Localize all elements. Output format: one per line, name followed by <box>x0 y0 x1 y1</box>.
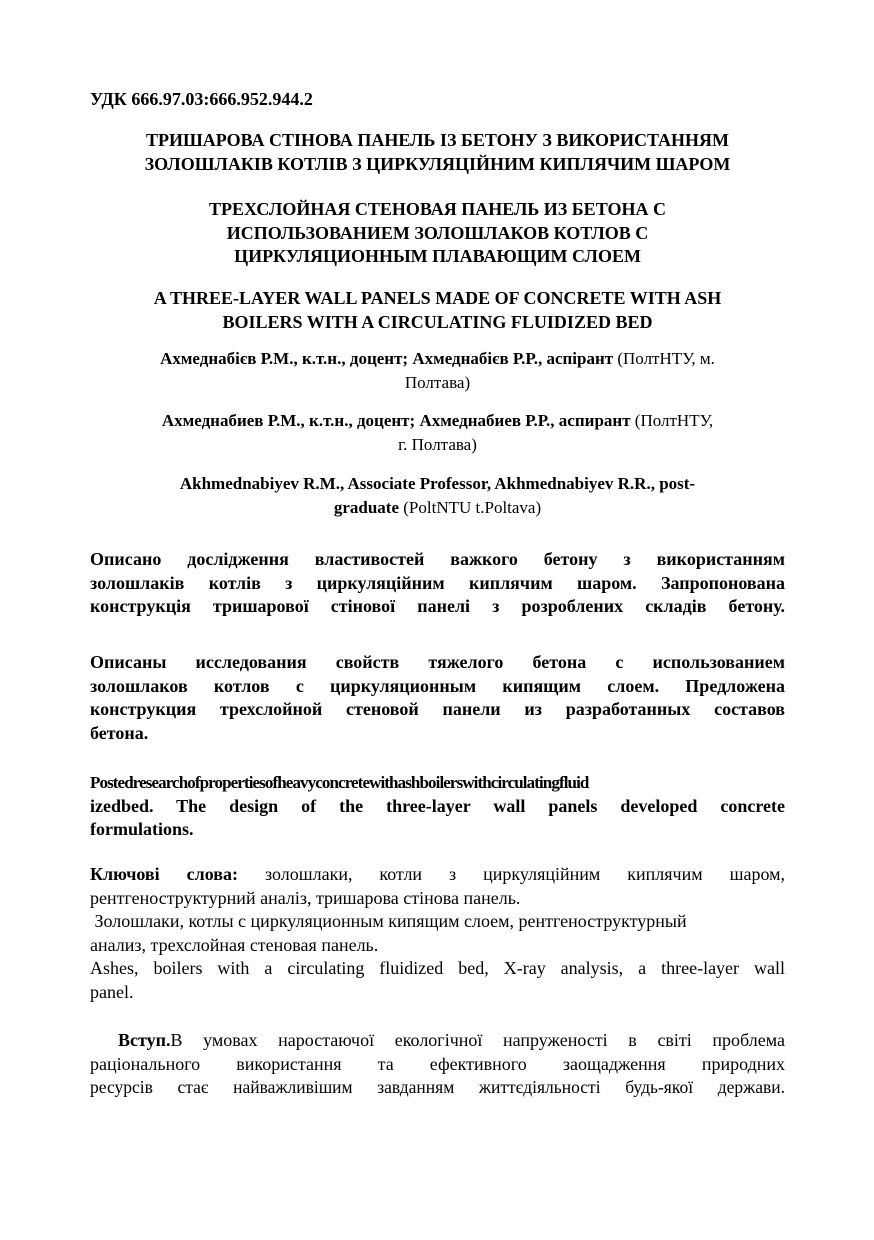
title-line: ЦИРКУЛЯЦИОННЫМ ПЛАВАЮЩИМ СЛОЕМ <box>234 246 641 266</box>
affiliation: (ПолтНТУ, <box>630 411 714 430</box>
abstract-line: бетона. <box>90 722 149 743</box>
title-line: ТРЕХСЛОЙНАЯ СТЕНОВАЯ ПАНЕЛЬ ИЗ БЕТОНА С <box>209 199 666 219</box>
authors-en <box>90 472 785 519</box>
keywords-ua: золошлаки, котли з циркуляційним киплячим шаром, <box>238 864 786 884</box>
author-names: graduate <box>333 497 400 517</box>
affiliation: (PoltNTU t.Poltava) <box>399 497 542 517</box>
title-line: ЗОЛОШЛАКІВ КОТЛІВ З ЦИРКУЛЯЦІЙНИМ КИПЛЯЧИМ ШАРОМ <box>144 153 731 174</box>
abstract-line: золошлаків котлів з циркуляційним киплячим шаром. Запропонована <box>90 572 785 593</box>
intro-label: Вступ. <box>118 1030 171 1050</box>
authors-ua <box>90 347 785 394</box>
abstract-line: izedbed. The design of the three-layer wall panels developed concrete <box>90 795 785 816</box>
keywords-en: Ashes, boilers with a circulating fluidized bed, X-ray analysis, a three-layer wall <box>90 958 785 978</box>
intro-line: ресурсів стає найважливішим завданням життєдіяльності будь-якої держави. <box>90 1077 785 1097</box>
title-line: BOILERS WITH A CIRCULATING FLUIDIZED BED <box>222 311 653 332</box>
abstract-ua <box>90 548 785 619</box>
affiliation: Полтава) <box>404 372 471 392</box>
abstract-line: Описано дослідження властивостей важкого бетону з використанням <box>90 549 785 569</box>
title-line: A THREE-LAYER WALL PANELS MADE OF CONCRETE WITH ASH <box>153 288 722 308</box>
title-en <box>90 287 785 334</box>
title-ru <box>90 198 785 269</box>
abstract-line: золошлаков котлов с циркуляционным кипящим слоем. Предложена <box>90 675 785 696</box>
abstract-ru <box>90 651 785 745</box>
title-line: ТРИШАРОВА СТІНОВА ПАНЕЛЬ ІЗ БЕТОНУ З ВИКОРИСТАННЯМ <box>145 130 730 150</box>
introduction <box>90 1029 785 1100</box>
authors-ru <box>90 409 785 456</box>
intro-line: раціонального використання та ефективного заощадження природних <box>90 1053 785 1074</box>
affiliation: г. Полтава) <box>398 434 477 454</box>
author-names: Akhmednabiyev R.M., Associate Professor, Akhmednabiyev R.R., post- <box>179 474 696 493</box>
keywords-ua: рентгеноструктурний аналіз, тришарова стінова панель. <box>90 887 521 908</box>
title-line: ИСПОЛЬЗОВАНИЕМ ЗОЛОШЛАКОВ КОТЛОВ С <box>226 222 649 243</box>
author-names: Ахмеднабієв Р.М., к.т.н., доцент; Ахмеднабієв Р.Р., аспірант <box>160 349 614 368</box>
abstract-en <box>90 771 785 842</box>
keywords-ru: анализ, трехслойная стеновая панель. <box>90 934 379 955</box>
keywords-ru: Золошлаки, котлы с циркуляционным кипящим слоем, рентгеноструктурный <box>90 911 687 931</box>
intro-line: В умовах наростаючої екологічної напруженості в світі проблема <box>170 1030 785 1050</box>
udc-code: УДК 666.97.03:666.952.944.2 <box>90 89 313 109</box>
affiliation: (ПолтНТУ, м. <box>613 349 715 368</box>
keywords-label: Ключові слова: <box>90 864 238 884</box>
abstract-line: конструкція тришарової стінової панелі з розроблених складів бетону. <box>90 596 785 616</box>
abstract-line: конструкция трехслойной стеновой панели из разработанных составов <box>90 699 785 719</box>
author-names: Ахмеднабиев Р.М., к.т.н., доцент; Ахмеднабиев Р.Р., аспирант <box>161 411 631 430</box>
abstract-line: Описаны исследования свойств тяжелого бетона с использованием <box>90 652 785 672</box>
abstract-line: Postedresearchofpropertiesofheavyconcretewithashboilerswithcirculatingfluid <box>90 773 589 792</box>
keywords-en: panel. <box>90 981 134 1002</box>
abstract-line: formulations. <box>90 819 194 839</box>
title-ua <box>90 129 785 176</box>
keywords <box>90 863 785 1004</box>
